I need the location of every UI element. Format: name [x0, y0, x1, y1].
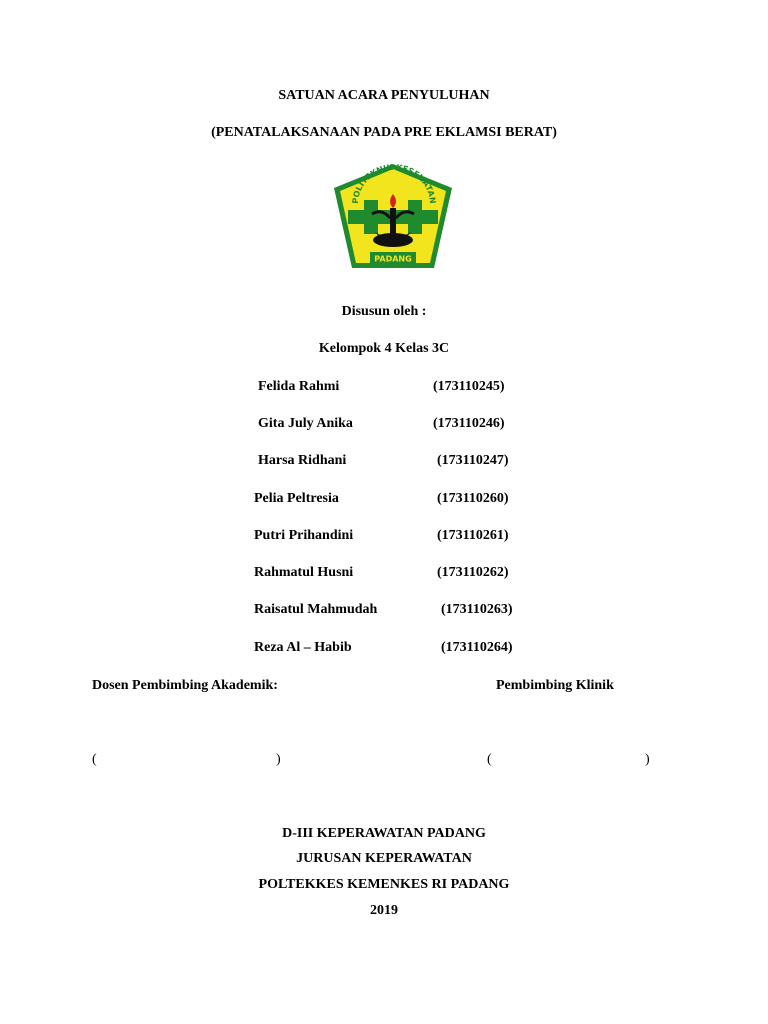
- academic-signature-close: ): [276, 752, 281, 767]
- document-title: SATUAN ACARA PENYULUHAN: [278, 88, 490, 103]
- member-name: Rahmatul Husni: [254, 565, 354, 580]
- member-name: Pelia Peltresia: [254, 491, 339, 506]
- footer-department: JURUSAN KEPERAWATAN: [296, 851, 472, 866]
- member-name: Raisatul Mahmudah: [254, 602, 378, 617]
- footer-institution: POLTEKKES KEMENKES RI PADANG: [258, 877, 510, 892]
- logo-top-text: POLITEKNIK KESEHATAN: [350, 162, 438, 205]
- member-name: Putri Prihandini: [254, 528, 354, 543]
- member-nim: (173110261): [437, 528, 509, 543]
- academic-supervisor-label: Dosen Pembimbing Akademik:: [92, 678, 278, 693]
- group-label: Kelompok 4 Kelas 3C: [318, 341, 450, 356]
- clinical-signature-close: ): [645, 752, 650, 767]
- member-nim: (173110260): [437, 491, 509, 506]
- footer-year: 2019: [370, 903, 398, 918]
- member-nim: (173110264): [441, 640, 513, 655]
- poltekkes-logo: [330, 160, 456, 272]
- member-name: Felida Rahmi: [258, 379, 340, 394]
- clinical-signature-open: (: [487, 752, 492, 767]
- document-subtitle: (PENATALAKSANAAN PADA PRE EKLAMSI BERAT): [211, 125, 557, 140]
- prepared-by-label: Disusun oleh :: [341, 304, 427, 319]
- footer-program: D-III KEPERAWATAN PADANG: [282, 826, 486, 841]
- member-name: Reza Al – Habib: [254, 640, 352, 655]
- member-nim: (173110263): [441, 602, 513, 617]
- clinical-supervisor-label: Pembimbing Klinik: [496, 678, 614, 693]
- member-nim: (173110245): [433, 379, 505, 394]
- logo-bottom-text: PADANG: [374, 254, 412, 264]
- member-nim: (173110262): [437, 565, 509, 580]
- member-name: Harsa Ridhani: [258, 453, 347, 468]
- member-name: Gita July Anika: [258, 416, 353, 431]
- member-nim: (173110247): [437, 453, 509, 468]
- member-nim: (173110246): [433, 416, 505, 431]
- academic-signature-open: (: [92, 752, 97, 767]
